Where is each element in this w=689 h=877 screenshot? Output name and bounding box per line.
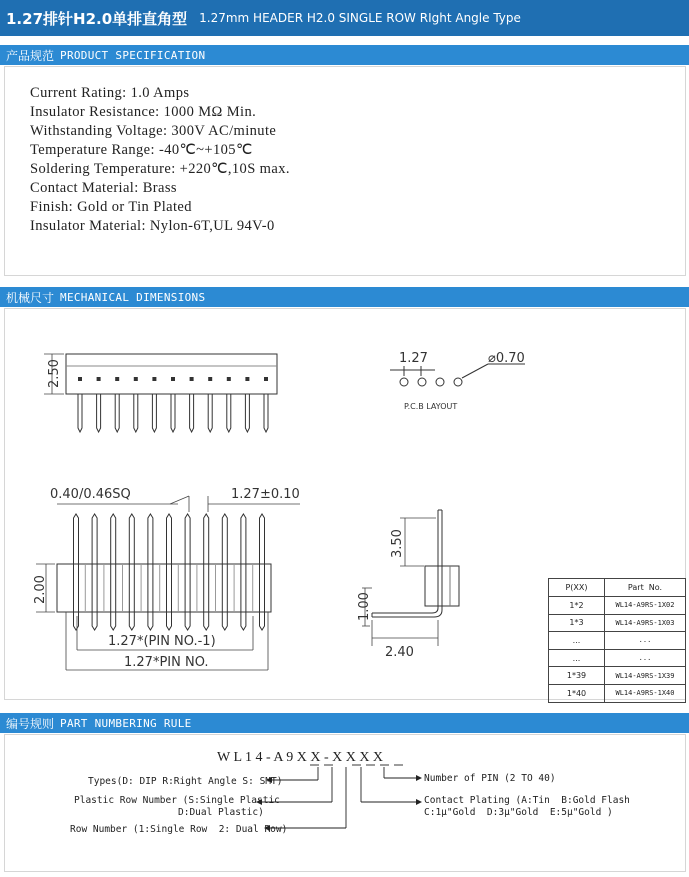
pin-body	[222, 514, 227, 630]
pin-square	[264, 377, 268, 381]
numbering-title-cn: 编号规则	[6, 716, 55, 731]
types-label: Types(D: DIP R:Right Angle S: SMT)	[88, 776, 283, 787]
spec-item: Temperature Range: -40℃~+105℃	[30, 142, 253, 158]
pin-leg	[97, 394, 101, 432]
spec-item: Current Rating: 1.0 Amps	[30, 85, 190, 101]
pin-leg	[152, 394, 156, 432]
pin-square	[227, 377, 231, 381]
spec-item: Finish: Gold or Tin Plated	[30, 199, 192, 215]
spec-item: Soldering Temperature: +220℃,10S max.	[30, 161, 290, 177]
pin-square	[190, 377, 194, 381]
pin-leg	[190, 394, 194, 432]
label-pitch: 1.27	[399, 351, 428, 366]
pin-leg	[245, 394, 249, 432]
table-row	[549, 667, 685, 685]
part-table	[548, 578, 686, 703]
table-cell-pins: 1*3	[549, 615, 605, 632]
numbering-diagram	[0, 734, 689, 870]
pcb-layout	[390, 364, 525, 386]
pin-body	[204, 514, 209, 630]
table-cell-part-no: ...	[638, 636, 652, 645]
pin-square	[97, 377, 101, 381]
table-header-cell: Part No.	[627, 583, 663, 592]
spec-item: Contact Material: Brass	[30, 180, 177, 196]
table-row	[549, 685, 685, 702]
leader-lines	[262, 767, 416, 828]
spec-item: Insulator Resistance: 1000 MΩ Min.	[30, 104, 257, 120]
table-cell-part-no: WL14-A9RS-1X02	[615, 601, 675, 610]
table-cell-part-no: ...	[638, 654, 652, 663]
part-code: W L 1 4 - A 9 X X - X X X X	[217, 750, 384, 765]
numbering-section-bar	[0, 713, 689, 733]
pin-body	[148, 514, 153, 630]
row-number-label: Row Number (1:Single Row 2: Dual Row)	[70, 824, 288, 835]
title-cn: 1.27排针H2.0单排直角型	[6, 9, 188, 28]
plastic-row-label-2: D:Dual Plastic)	[178, 807, 264, 818]
label-250: 2.50	[47, 359, 62, 388]
pin-body	[92, 514, 97, 630]
spec-title-cn: 产品规范	[6, 48, 55, 63]
spec-section-bar	[0, 45, 689, 65]
label-body-height: 2.00	[33, 575, 48, 604]
pin-square	[208, 377, 212, 381]
pin-leg	[78, 394, 82, 432]
pin-body	[167, 514, 172, 630]
numbering-title-en: PART NUMBERING RULE	[60, 716, 192, 730]
pin-square	[134, 377, 138, 381]
table-cell-pins: 1*39	[549, 667, 605, 684]
plating-label-2: C:1μ"Gold D:3μ"Gold E:5μ"Gold )	[424, 807, 613, 818]
dimensions-title-cn: 机械尺寸	[6, 290, 55, 305]
pin-leg	[264, 394, 268, 432]
table-cell-pins: 1*2	[549, 597, 605, 614]
pin-body	[241, 514, 246, 630]
table-row	[549, 632, 685, 650]
pin-body	[185, 514, 190, 630]
pin-square	[171, 377, 175, 381]
table-body	[549, 597, 685, 702]
table-cell-part-no: WL14-A9RS-1X03	[615, 618, 675, 627]
pin-leg	[208, 394, 212, 432]
spec-list	[30, 84, 290, 236]
pin-square	[115, 377, 119, 381]
bottom-front-view	[57, 514, 271, 630]
pin-body	[260, 514, 265, 630]
pin-square	[152, 377, 156, 381]
table-cell-pins: ...	[549, 632, 605, 649]
top-front-view	[66, 354, 277, 432]
label-side-100: 1.00	[357, 592, 372, 621]
pin-leg	[227, 394, 231, 432]
table-header-cell: P(XX)	[549, 579, 605, 596]
pin-body	[74, 514, 79, 630]
pin-leg	[115, 394, 119, 432]
table-row	[549, 650, 685, 668]
pin-number-label: Number of PIN (2 TO 40)	[424, 773, 556, 784]
table-cell-pins: 1*40	[549, 685, 605, 702]
plating-label-1: Contact Plating (A:Tin B:Gold Flash	[424, 795, 630, 806]
spec-title-en: PRODUCT SPECIFICATION	[60, 48, 206, 62]
label-pin-no: 1.27*PIN NO.	[124, 655, 209, 670]
pin-square	[78, 377, 82, 381]
label-hole: ⌀0.70	[488, 351, 525, 366]
pin-square	[245, 377, 249, 381]
label-pin-size: 0.40/0.46SQ	[50, 487, 131, 502]
page-header	[0, 0, 689, 36]
label-side-240: 2.40	[385, 645, 414, 660]
pin-body	[111, 514, 116, 630]
table-cell-pins: ...	[549, 650, 605, 667]
dimensions-section-bar	[0, 287, 689, 307]
title-en: 1.27mm HEADER H2.0 SINGLE ROW RIght Angle Type	[199, 11, 521, 25]
label-pin-no-minus: 1.27*(PIN NO.-1)	[108, 634, 216, 649]
pin-leg	[134, 394, 138, 432]
plastic-row-label-1: Plastic Row Number (S:Single Plastic	[74, 795, 280, 806]
table-header	[549, 579, 685, 597]
pin-leg	[171, 394, 175, 432]
spec-item: Withstanding Voltage: 300V AC/minute	[30, 123, 277, 139]
label-pcb-layout: P.C.B LAYOUT	[404, 402, 458, 411]
spec-item: Insulator Material: Nylon-6T,UL 94V-0	[30, 218, 275, 234]
dimensions-title-en: MECHANICAL DIMENSIONS	[60, 290, 206, 304]
table-row	[549, 615, 685, 633]
side-view	[372, 510, 459, 617]
pin-body	[129, 514, 134, 630]
table-cell-part-no: WL14-A9RS-1X40	[615, 689, 675, 698]
table-row	[549, 597, 685, 615]
table-cell-part-no: WL14-A9RS-1X39	[615, 671, 675, 680]
label-side-350: 3.50	[390, 529, 405, 558]
label-pitch-tol: 1.27±0.10	[231, 487, 300, 502]
